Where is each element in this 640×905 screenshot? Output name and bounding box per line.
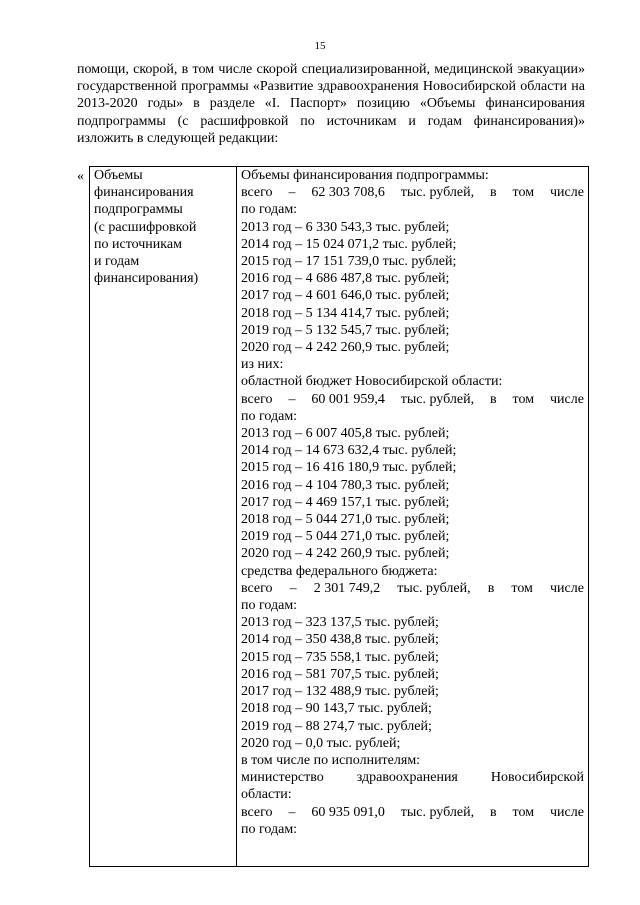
year-line: 2013 год – 6 330 543,3 тыс. рублей;: [241, 219, 450, 235]
word: числе: [549, 391, 584, 407]
dash: –: [288, 185, 296, 201]
word: Новосибирской: [490, 770, 584, 786]
word: здравоохранения: [356, 770, 458, 786]
by-years-label: по годам:: [241, 598, 298, 614]
intro-paragraph: помощи, скорой, в том числе скорой специализированной, медицинской эвакуации» государственной программы «Развитие здравоохранения Новосибирской области на 2013-2020 годы» в разделе «I. Паспорт» позицию «Объемы финансирования подпрограммы (с расшифровкой по источникам и годам финансирования)» изложить в следующей редакции:: [77, 62, 585, 146]
of-them-label: из них:: [241, 357, 284, 373]
position-title-line: финансирования: [94, 185, 194, 201]
word: в: [490, 804, 497, 820]
page-number: 15: [314, 40, 326, 52]
position-title-line: финансирования): [94, 271, 199, 287]
dash: –: [288, 391, 296, 407]
ministry-line-2: области:: [241, 787, 292, 803]
total-amount: 62 303 708,6: [311, 185, 385, 201]
regional-year-line: 2020 год – 4 242 260,9 тыс. рублей;: [241, 546, 450, 562]
funding-heading: Объемы финансирования подпрограммы:: [241, 168, 489, 183]
position-title-line: и годам: [94, 254, 140, 270]
federal-year-line: 2015 год – 735 558,1 тыс. рублей;: [241, 649, 439, 665]
word: в: [490, 185, 497, 201]
funding-row: [90, 167, 589, 867]
federal-year-line: 2013 год – 323 137,5 тыс. рублей;: [241, 615, 439, 631]
total-row: [241, 184, 584, 201]
total-amount: 2 301 749,2: [313, 580, 381, 596]
word: числе: [549, 804, 584, 820]
ministry-total-row: [241, 804, 584, 821]
funding-table: [89, 166, 589, 867]
year-line: 2017 год – 4 601 646,0 тыс. рублей;: [241, 288, 450, 304]
word: том: [512, 185, 535, 201]
regional-year-line: 2019 год – 5 044 271,0 тыс. рублей;: [241, 529, 450, 545]
federal-year-line: 2019 год – 88 274,7 тыс. рублей;: [241, 718, 432, 734]
regional-total-row: [241, 391, 584, 408]
by-years-label: по годам:: [241, 202, 298, 218]
regional-year-line: 2018 год – 5 044 271,0 тыс. рублей;: [241, 512, 450, 528]
federal-year-line: 2018 год – 90 143,7 тыс. рублей;: [241, 701, 432, 717]
federal-year-line: 2014 год – 350 438,8 тыс. рублей;: [241, 632, 439, 648]
regional-year-line: 2015 год – 16 416 180,9 тыс. рублей;: [241, 460, 457, 476]
executors-heading: в том числе по исполнителям:: [241, 752, 421, 768]
total-amount: 60 001 959,4: [311, 391, 385, 407]
opening-quote: «: [77, 169, 84, 184]
word: том: [511, 580, 533, 596]
word: в: [487, 580, 495, 596]
year-line: 2018 год – 5 134 414,7 тыс. рублей;: [241, 305, 450, 321]
regional-budget-heading: областной бюджет Новосибирской области:: [241, 374, 503, 390]
federal-year-line: 2016 год – 581 707,5 тыс. рублей;: [241, 666, 439, 682]
total-word: всего: [241, 804, 273, 820]
year-line: 2015 год – 17 151 739,0 тыс. рублей;: [241, 254, 457, 270]
federal-budget-heading: средства федерального бюджета:: [241, 563, 438, 579]
position-title-line: Объемы: [94, 168, 143, 183]
currency: тыс. рублей,: [400, 185, 475, 201]
currency: тыс. рублей,: [400, 391, 475, 407]
word: министерство: [241, 770, 324, 786]
federal-year-line: 2017 год – 132 488,9 тыс. рублей;: [241, 684, 439, 700]
position-title-line: подпрограммы: [94, 202, 183, 218]
currency: тыс. рублей,: [400, 804, 475, 820]
year-line: 2019 год – 5 132 545,7 тыс. рублей;: [241, 322, 450, 338]
word: числе: [550, 580, 584, 596]
currency: тыс. рублей,: [397, 580, 471, 596]
regional-year-line: 2013 год – 6 007 405,8 тыс. рублей;: [241, 426, 450, 442]
year-line: 2016 год – 4 686 487,8 тыс. рублей;: [241, 271, 450, 287]
position-title-line: по источникам: [94, 236, 182, 252]
total-amount: 60 935 091,0: [311, 804, 385, 820]
position-title-line: (с расшифровкой: [94, 219, 197, 235]
dash: –: [289, 580, 297, 596]
word: том: [512, 391, 535, 407]
year-line: 2014 год – 15 024 071,2 тыс. рублей;: [241, 236, 457, 252]
total-word: всего: [241, 185, 273, 201]
dash: –: [288, 804, 296, 820]
regional-year-line: 2016 год – 4 104 780,3 тыс. рублей;: [241, 477, 450, 493]
year-line: 2020 год – 4 242 260,9 тыс. рублей;: [241, 340, 450, 356]
federal-year-line: 2020 год – 0,0 тыс. рублей;: [241, 735, 401, 751]
word: том: [512, 804, 535, 820]
word: в: [490, 391, 497, 407]
regional-year-line: 2014 год – 14 673 632,4 тыс. рублей;: [241, 443, 457, 459]
funding-details-cell: [237, 167, 589, 867]
ministry-row: [241, 769, 584, 786]
total-word: всего: [241, 580, 273, 596]
by-years-label: по годам:: [241, 821, 298, 837]
federal-total-row: [241, 580, 584, 597]
total-word: всего: [241, 391, 273, 407]
position-title-cell: [90, 167, 237, 867]
regional-year-line: 2017 год – 4 469 157,1 тыс. рублей;: [241, 494, 450, 510]
word: числе: [549, 185, 584, 201]
by-years-label: по годам:: [241, 408, 298, 424]
